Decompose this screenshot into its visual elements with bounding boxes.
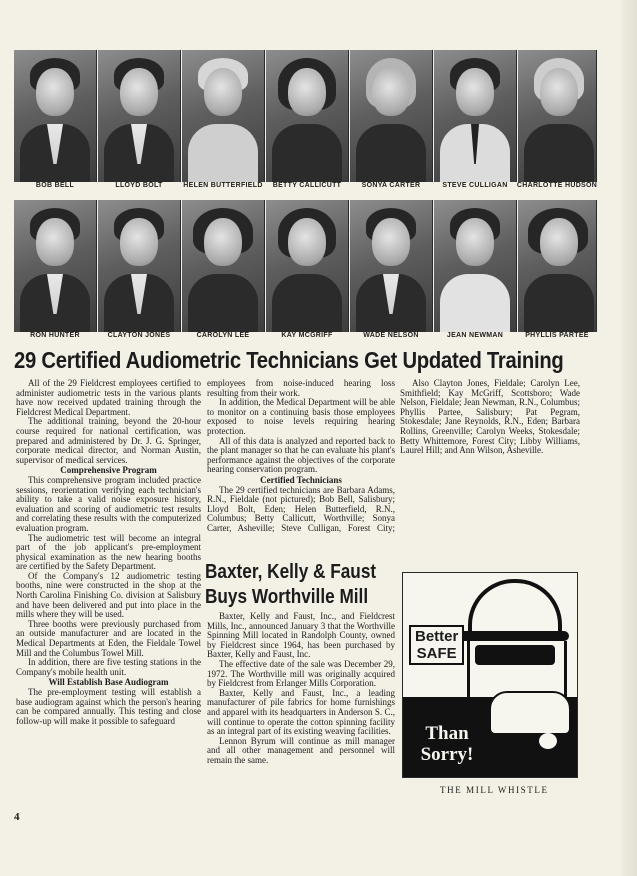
paragraph: Baxter, Kelly and Faust, Inc., and Fieldcrest Mills, Inc., announced January 3 that the Worthville Spinning Mill located in Randolph County, owned by Fieldcrest since 1964, has been purchased by Baxter, Kelly and Faust, Inc.	[207, 612, 395, 660]
portrait-photo	[350, 50, 433, 182]
caption-row-2	[14, 332, 596, 346]
paragraph: Lennon Byrum will continue as mill manager and all other management and personnel will remain the same.	[207, 735, 395, 765]
article-headline: 29 Certified Audiometric Technicians Get Updated Training	[14, 347, 564, 373]
page-number: 4	[14, 811, 20, 823]
portrait-photo	[266, 50, 349, 182]
portrait-photo	[350, 200, 433, 332]
paragraph: The effective date of the sale was December 29, 1972. The Worthville mill was originally acquired by Fieldcrest from Erlanger Mills Corporation.	[207, 658, 395, 689]
photo-caption: CAROLYN LEE	[196, 332, 250, 339]
poster-word: SAFE	[416, 645, 457, 662]
photo-caption: JEAN NEWMAN	[446, 332, 504, 339]
paragraph: The additional training, beyond the 20-hour course required for national certification, was prepared and administered by Dr. J. G. Springer, corporate medical director, and Norman Austin, supervisor of medical services.	[16, 416, 201, 465]
publication-name: THE MILL WHISTLE	[440, 785, 549, 795]
subheading: Certified Technicians	[260, 474, 342, 485]
photo-row-2	[14, 200, 596, 332]
paragraph: Three booths were previously purchased from an outside manufacturer and are located in the Medical Departments at Eden, the Fieldale Towel Mill and the Columbus Towel Mill.	[16, 618, 201, 658]
safety-glasses-icon	[475, 645, 555, 665]
article-column-3	[400, 379, 580, 589]
subheading: Will Establish Base Audiogram	[48, 677, 169, 688]
paragraph: All of this data is analyzed and reported back to the plant manager so that he can evaluate his plant's performance against the objectives of the corporate hearing conservation program.	[207, 435, 395, 475]
safety-poster	[402, 572, 578, 778]
portrait-photo	[182, 50, 265, 182]
portrait-photo	[182, 200, 265, 332]
paragraph: In addition, the Medical Department will be able to monitor on a continuing basis those employees exposed to noise levels requiring hearing protection.	[207, 397, 395, 436]
paragraph: The audiometric test will become an integral part of the job applicant's pre-employment physical examination as the new hearing booths are certified by the Safety Department.	[16, 532, 201, 572]
photo-caption: STEVE CULLIGAN	[442, 182, 508, 189]
photo-caption: CLAYTON JONES	[107, 332, 171, 339]
photo-caption: PHYLLIS PARTEE	[525, 332, 589, 339]
photo-row-1	[14, 50, 596, 182]
paragraph: This comprehensive program included practice sessions, reorientation verifying each technician's ability to take a valid noise exposure history, evaluation and scoring of audiometric test results and correlating these results with the computerized evaluation program.	[16, 474, 201, 533]
bandaged-head-icon	[489, 691, 571, 735]
portrait-photo	[518, 50, 597, 182]
portrait-photo	[14, 50, 97, 182]
photo-caption: BETTY CALLICUTT	[272, 182, 342, 189]
photo-caption: SONYA CARTER	[361, 182, 421, 189]
poster-word: Than	[425, 723, 469, 744]
poster-word: Better	[415, 628, 459, 645]
photo-caption: LLOYD BOLT	[115, 182, 163, 189]
portrait-photo	[98, 200, 181, 332]
photo-caption: HELEN BUTTERFIELD	[183, 182, 263, 189]
paragraph: The pre-employment testing will establish a base audiogram against which the person's hearing can be compared annually. This testing and close follow-up will make it possible to safeguard	[16, 687, 201, 726]
caption-row-1	[14, 182, 596, 196]
photo-caption: CHARLOTTE HUDSON	[516, 182, 598, 189]
portrait-photo	[518, 200, 597, 332]
article-column-2	[207, 379, 395, 534]
hard-hat-icon	[468, 579, 562, 639]
portrait-photo	[266, 200, 349, 332]
portrait-photo	[434, 200, 517, 332]
portrait-photo	[14, 200, 97, 332]
eyepatch-icon	[539, 733, 557, 749]
poster-word: Sorry!	[420, 744, 474, 765]
photo-caption: RON HUNTER	[30, 332, 80, 339]
article2-headline	[205, 560, 377, 610]
hat-brim	[451, 631, 569, 641]
article-column-1	[16, 379, 201, 809]
paragraph: The 29 certified technicians are Barbara Adams, R.N., Fieldale (not pictured); Bob Bell, Salisbury; Lloyd Bolt, Eden; Helen Butterfield, R.N., Columbus; Betty Callicutt, Worthville; Sonya Carter, Asheville; Steve Culligan, Forest City;	[207, 484, 395, 533]
paragraph: All of the 29 Fieldcrest employees certified to administer audiometric tests in the various plants have now received updated training through the Fieldcrest Medical Department.	[16, 379, 201, 417]
subheading: Comprehensive Program	[60, 465, 157, 476]
portrait-photo	[434, 50, 517, 182]
paragraph: Baxter, Kelly and Faust, Inc., a leading manufacturer of pile fabrics for home furnishings and apparel with its headquarters in Anderson S. C., will continue to operate the cotton spinning facility as an integral part of its existing weaving facilities.	[207, 687, 395, 737]
poster-text-than-sorry	[407, 723, 487, 765]
portrait-photo	[98, 50, 181, 182]
photo-caption: BOB BELL	[35, 182, 75, 189]
paragraph: employees from noise-induced hearing loss resulting from their work.	[207, 379, 395, 398]
photo-caption: WADE NELSON	[363, 332, 419, 339]
photo-caption: KAY MCGRIFF	[281, 332, 333, 339]
article2-body	[207, 612, 395, 812]
page-edge	[621, 0, 637, 876]
poster-text-better-safe	[409, 625, 464, 665]
headline-line: Buys Worthville Mill	[205, 586, 369, 608]
paragraph: Of the Company's 12 audiometric testing booths, nine were constructed in the shop at the North Carolina Finishing Co. division at Salisbury and have been delivered and put into place in the mills where they will be used.	[16, 570, 201, 620]
paragraph: Also Clayton Jones, Fieldale; Carolyn Lee, Smithfield; Kay McGriff, Scottsboro; Wade Nelson, Fieldale; Jean Newman, R.N., Columbus; Phyllis Partee, Salisbury; Pat Pegram, Stokesdale; Jane Reynolds, R.N., Eden; Barbara Rollins, Greenville; Carolyn Weeks, Stokesdale; Betty Whittemore, Forest City; Libby Williams, Laurel Hill; and Ann Wilson, Asheville.	[400, 379, 580, 456]
headline-line: Baxter, Kelly & Faust	[205, 561, 377, 583]
paragraph: In addition, there are five testing stations in the Company's mobile health unit.	[16, 657, 201, 677]
